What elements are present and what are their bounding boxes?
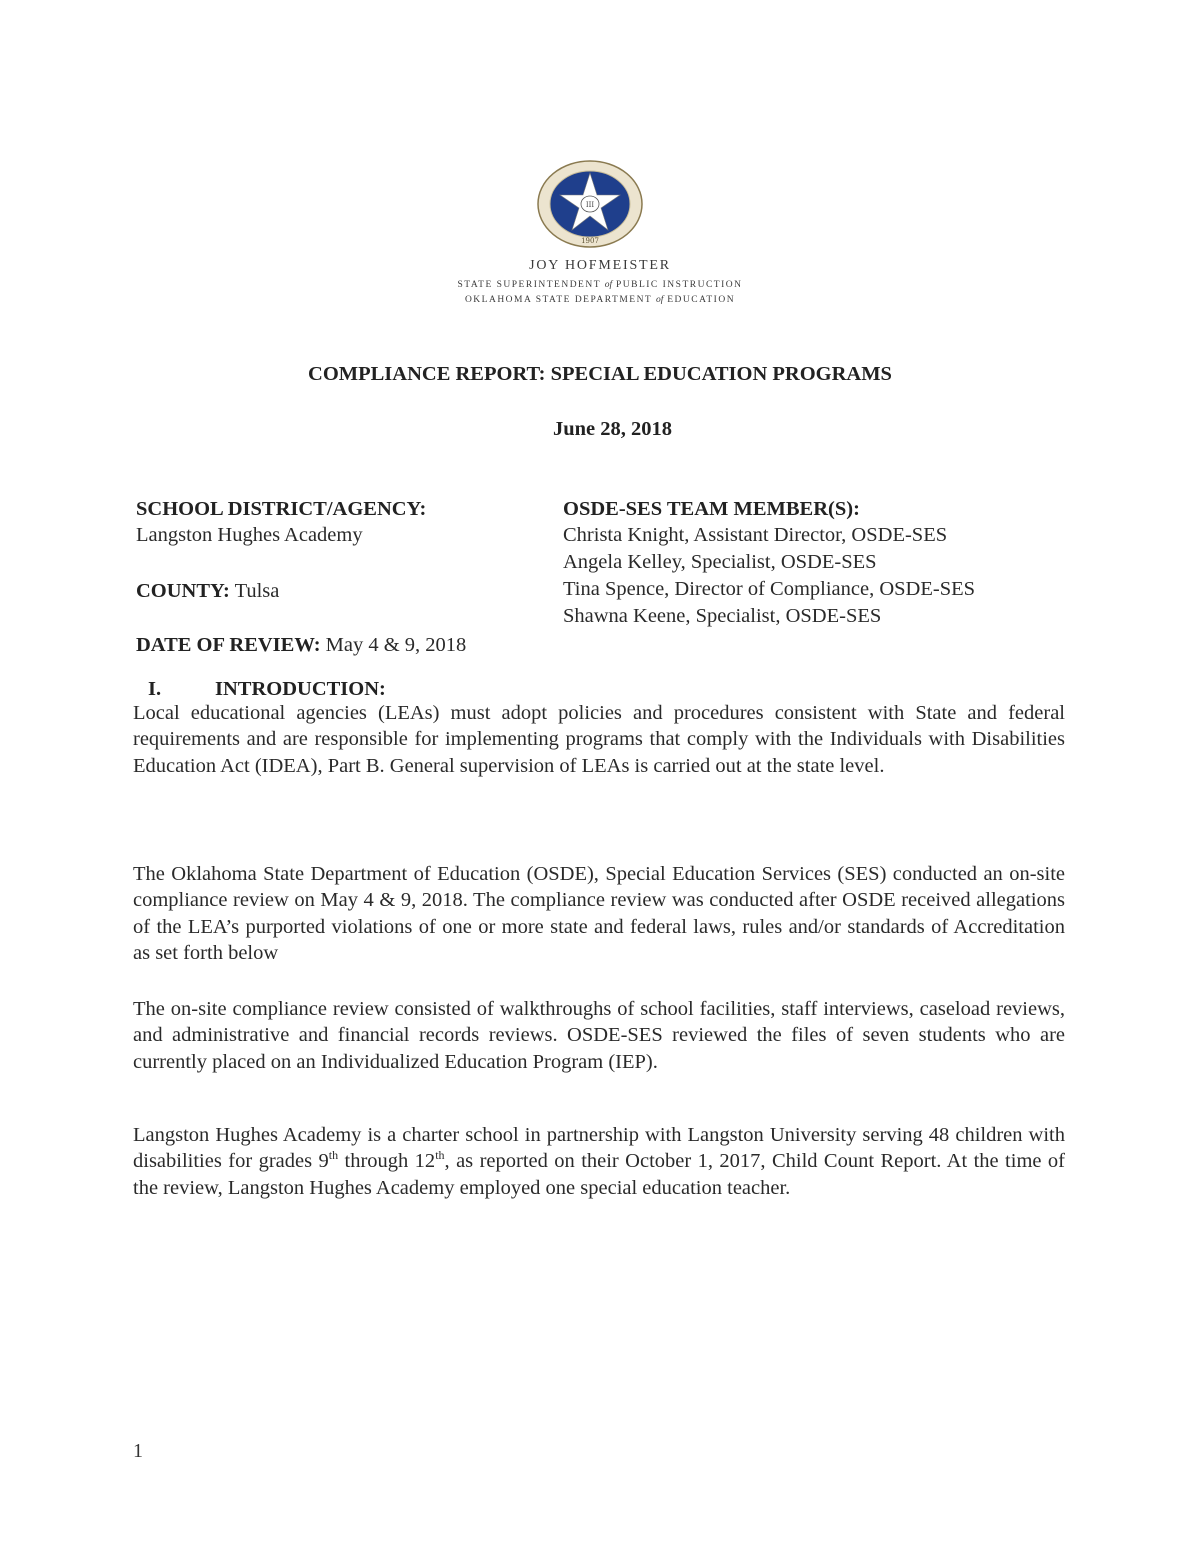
department-name [0, 295, 1200, 305]
title-text: STATE SUPERINTENDENT [457, 280, 601, 290]
section-title: INTRODUCTION: [215, 678, 386, 700]
paragraph-text: , as reported on their October 1, 2017, Child Count Report. At the time of the review, Langston Hughes Academy employed one special education teacher. [133, 1150, 1065, 1199]
title-text: PUBLIC INSTRUCTION [615, 280, 743, 290]
review-date-value: May 4 & 9, 2018 [325, 634, 467, 656]
department-text: EDUCATION [667, 295, 736, 305]
superintendent-title [0, 280, 1200, 290]
title-of: of [604, 280, 613, 290]
review-paragraph: The Oklahoma State Department of Education (OSDE), Special Education Services (SES) conducted an on-site compliance review on May 4 & 9, 2018. The compliance review was conducted after OSDE received allegations of the LEA’s purported violations of one or more state and federal laws, rules and/or standards of Accreditation as set forth below [133, 863, 1065, 964]
county-label: COUNTY: [136, 580, 230, 602]
intro-paragraph: Local educational agencies (LEAs) must adopt policies and procedures consistent with State and federal requirements and are responsible for implementing programs that comply with the Individuals with Disabilities Education Act (IDEA), Part B. General supervision of LEAs is carried out at the state level. [133, 702, 1065, 777]
superintendent-name: JOY HOFMEISTER [529, 258, 671, 273]
paragraph-text: Langston Hughes Academy is a charter school in partnership with Langston University serving 48 children with disabilities for grades 9 [133, 1124, 1065, 1173]
team-member: Shawna Keene, Specialist, OSDE-SES [563, 605, 882, 627]
svg-text:1907: 1907 [581, 237, 599, 245]
department-of: of [655, 295, 664, 305]
team-member: Tina Spence, Director of Compliance, OSDE-SES [563, 578, 976, 600]
county-value: Tulsa [234, 580, 280, 602]
school-paragraph [133, 1122, 1065, 1201]
team-label: OSDE-SES TEAM MEMBER(S): [563, 498, 860, 520]
review-date-label: DATE OF REVIEW: [136, 634, 321, 656]
review-date-field [136, 634, 466, 657]
paragraph-text: through 12 [338, 1150, 436, 1173]
superscript: th [435, 1148, 445, 1163]
section-number: I. [148, 678, 162, 700]
county-field [136, 580, 279, 603]
district-value: Langston Hughes Academy [136, 524, 363, 546]
svg-text:III: III [585, 201, 595, 209]
district-label: SCHOOL DISTRICT/AGENCY: [136, 498, 427, 520]
report-title: COMPLIANCE REPORT: SPECIAL EDUCATION PROGRAMS [308, 363, 892, 385]
page-number: 1 [133, 1440, 143, 1462]
department-text: OKLAHOMA STATE DEPARTMENT [464, 295, 653, 305]
scope-paragraph: The on-site compliance review consisted of walkthroughs of school facilities, staff interviews, caseload reviews, and administrative and financial records reviews. OSDE-SES reviewed the files of seven students who are currently placed on an Individualized Education Program (IEP). [133, 998, 1065, 1073]
section-heading [148, 678, 386, 701]
team-member: Angela Kelley, Specialist, OSDE-SES [563, 551, 877, 573]
report-date: June 28, 2018 [553, 418, 673, 440]
superscript: th [328, 1148, 339, 1163]
state-seal-icon [536, 159, 644, 249]
team-member: Christa Knight, Assistant Director, OSDE-SES [563, 524, 948, 546]
